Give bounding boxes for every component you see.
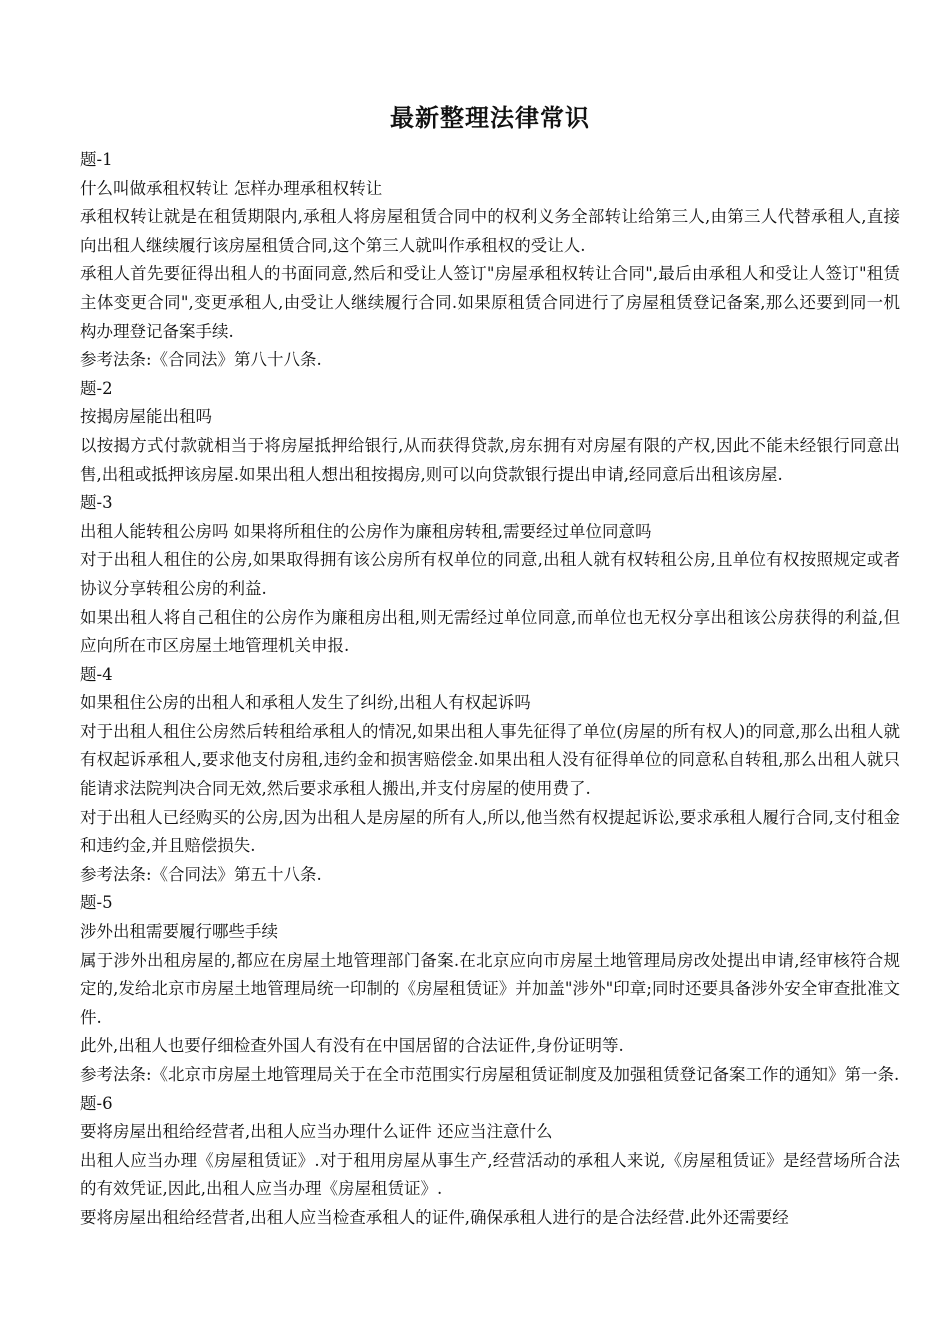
document-page [80, 100, 900, 1233]
question-label: 题-4 [80, 664, 113, 684]
answer-paragraph: 此外,出租人也要仔细检查外国人有没有在中国居留的合法证件,身份证明等. [80, 1036, 624, 1056]
answer-paragraph: 对于出租人已经购买的公房,因为出租人是房屋的所有人,所以,他当然有权提起诉讼,要求承租人履行合同,支付租金和违约金,并且赔偿损失. [80, 807, 900, 856]
question-heading: 如果租住公房的出租人和承租人发生了纠纷,出租人有权起诉吗 [80, 693, 531, 713]
legal-reference: 参考法条:《合同法》第八十八条. [80, 350, 322, 370]
answer-paragraph: 出租人应当办理《房屋租赁证》.对于租用房屋从事生产,经营活动的承租人来说,《房屋租赁证》是经营场所合法的有效凭证,因此,出租人应当办理《房屋租赁证》. [80, 1150, 900, 1199]
answer-paragraph: 对于出租人租住公房然后转租给承租人的情况,如果出租人事先征得了单位(房屋的所有权人)的同意,那么出租人就有权起诉承租人,要求他支付房租,违约金和损害赔偿金.如果出租人没有征得单位的同意私自转租,那么出租人就只能请求法院判决合同无效,然后要求承租人搬出,并支付房屋的使用费了. [80, 721, 900, 799]
document-body [80, 146, 900, 1233]
answer-paragraph: 以按揭方式付款就相当于将房屋抵押给银行,从而获得贷款,房东拥有对房屋有限的产权,因此不能未经银行同意出售,出租或抵押该房屋.如果出租人想出租按揭房,则可以向贷款银行提出申请,经同意后出租该房屋. [80, 435, 900, 484]
question-label: 题-2 [80, 378, 113, 398]
answer-paragraph: 如果出租人将自己租住的公房作为廉租房出租,则无需经过单位同意,而单位也无权分享出租该公房获得的利益,但应向所在市区房屋土地管理机关申报. [80, 607, 900, 656]
question-label: 题-6 [80, 1093, 113, 1113]
question-heading: 涉外出租需要履行哪些手续 [80, 922, 278, 942]
question-heading: 出租人能转租公房吗 如果将所租住的公房作为廉租房转租,需要经过单位同意吗 [80, 521, 652, 541]
question-heading: 什么叫做承租权转让 怎样办理承租权转让 [80, 178, 383, 198]
question-label: 题-3 [80, 493, 113, 513]
question-heading: 按揭房屋能出租吗 [80, 407, 212, 427]
answer-paragraph: 属于涉外出租房屋的,都应在房屋土地管理部门备案.在北京应向市房屋土地管理局房改处提出申请,经审核符合规定的,发给北京市房屋土地管理局统一印制的《房屋租赁证》并加盖"涉外"印章;同时还要具备涉外安全审查批准文件. [80, 950, 900, 1027]
legal-reference: 参考法条:《合同法》第五十八条. [80, 864, 322, 884]
answer-paragraph: 承租人首先要征得出租人的书面同意,然后和受让人签订"房屋承租权转让合同",最后由承租人和受让人签订"租赁主体变更合同",变更承租人,由受让人继续履行合同.如果原租赁合同进行了房屋租赁登记备案,那么还要到同一机构办理登记备案手续. [80, 264, 900, 341]
answer-paragraph: 承租权转让就是在租赁期限内,承租人将房屋租赁合同中的权利义务全部转让给第三人,由第三人代替承租人,直接向出租人继续履行该房屋租赁合同,这个第三人就叫作承租权的受让人. [80, 207, 900, 255]
document-title: 最新整理法律常识 [390, 104, 590, 132]
legal-reference: 参考法条:《北京市房屋土地管理局关于在全市范围实行房屋租赁证制度及加强租赁登记备案工作的通知》第一条. [80, 1065, 900, 1084]
answer-paragraph: 要将房屋出租给经营者,出租人应当检查承租人的证件,确保承租人进行的是合法经营.此外还需要经 [80, 1207, 789, 1227]
answer-paragraph: 对于出租人租住的公房,如果取得拥有该公房所有权单位的同意,出租人就有权转租公房,且单位有权按照规定或者协议分享转租公房的利益. [80, 550, 900, 598]
question-heading: 要将房屋出租给经营者,出租人应当办理什么证件 还应当注意什么 [80, 1122, 553, 1142]
question-label: 题-5 [80, 893, 113, 913]
question-label: 题-1 [80, 150, 113, 169]
